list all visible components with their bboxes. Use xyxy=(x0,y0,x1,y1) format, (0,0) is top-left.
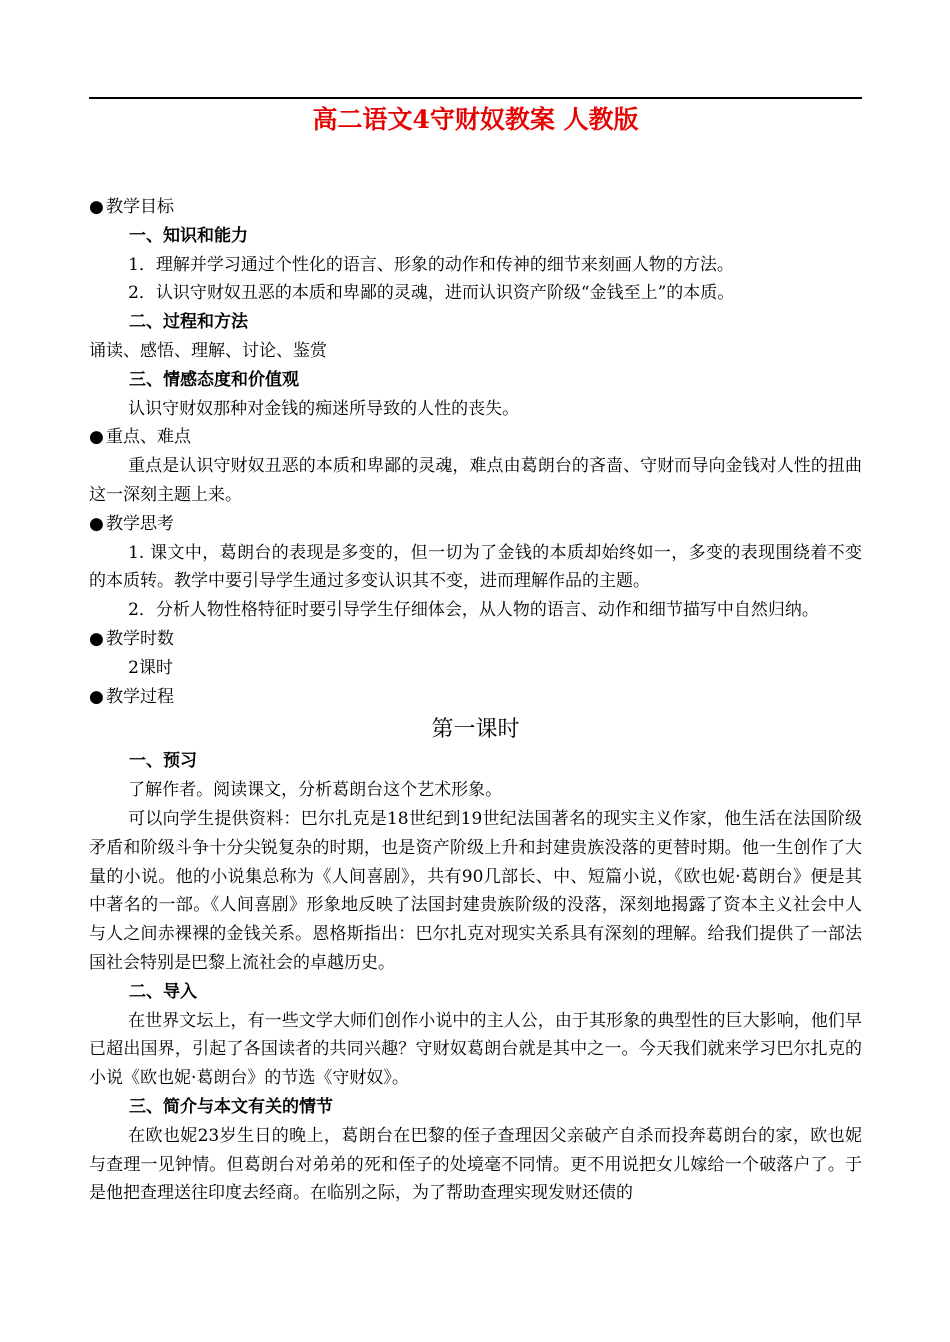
preview-material-text: 可以向学生提供资料：巴尔扎克是18世纪到19世纪法国著名的现实主义作家，他生活在法国阶级矛盾和阶级斗争十分尖锐复杂的时期，也是资产阶级上升和封建贵族没落的更替时期。他一生创作了大量的小说。他的小说集总称为《人间喜剧》，共有90几部长、中、短篇小说，《欧也妮·葛朗台》便是其中著名的一部。《人间喜剧》形象地反映了法国封建贵族阶级的没落，深刻地揭露了资本主义社会中人与人之间赤裸裸的金钱关系。恩格斯指出：巴尔扎克对现实关系具有深刻的理解。给我们提供了一部法国社会特别是巴黎上流社会的卓越历史。 xyxy=(89,808,862,973)
subheading-plot: 三、简介与本文有关的情节 xyxy=(129,1096,333,1117)
bullet-icon: ● xyxy=(89,427,104,448)
header-rule xyxy=(89,97,862,99)
plot-text: 在欧也妮23岁生日的晚上，葛朗台在巴黎的侄子查理因父亲破产自杀而投奔葛朗台的家，欧也妮与查理一见钟情。但葛朗台对弟弟的死和侄子的处境毫不同情。更不用说把女儿嫁给一个破落户了。于是他把查理送往印度去经商。在临别之际，为了帮助查理实现发财还债的 xyxy=(89,1125,862,1204)
lesson-title: 第一课时 xyxy=(431,717,520,743)
section-heading-hours: ● 教学时数 xyxy=(89,625,862,654)
intro-text: 在世界文坛上，有一些文学大师们创作小说中的主人公，由于其形象的典型性的巨大影响，他们早已超出国界，引起了各国读者的共同兴趣？守财奴葛朗台就是其中之一。今天我们就来学习巴尔扎克的小说《欧也妮·葛朗台》的节选《守财奴》。 xyxy=(89,1010,862,1089)
goal-item-1: 1．理解并学习通过个性化的语言、形象的动作和传神的细节来刻画人物的方法。 xyxy=(128,254,734,275)
section-heading-goals: ● 教学目标 xyxy=(89,193,862,222)
subheading-process: 二、过程和方法 xyxy=(129,312,248,333)
emotion-text: 认识守财奴那种对金钱的痴迷所导致的人性的丧失。 xyxy=(128,398,520,419)
bullet-icon: ● xyxy=(89,197,104,217)
subheading-preview: 一、预习 xyxy=(129,751,197,772)
process-methods-text: 诵读、感悟、理解、讨论、鉴赏 xyxy=(89,340,327,361)
bullet-icon: ● xyxy=(89,628,104,649)
subheading-intro: 二、导入 xyxy=(129,981,197,1002)
bullet-icon: ● xyxy=(89,513,104,534)
key-points-text: 重点是认识守财奴丑恶的本质和卑鄙的灵魂，难点由葛朗台的吝啬、守财而导向金钱对人性的扭曲这一深刻主题上来。 xyxy=(89,456,862,505)
subheading-emotion: 三、情感态度和价值观 xyxy=(129,369,299,390)
document-title: 高二语文4守财奴教案 人教版 xyxy=(312,105,639,134)
document-body xyxy=(89,193,862,1208)
hours-text: 2课时 xyxy=(128,657,173,678)
thinking-item-2: 2．分析人物性格特征时要引导学生仔细体会，从人物的语言、动作和细节描写中自然归纳。 xyxy=(128,600,819,621)
subheading-knowledge: 一、知识和能力 xyxy=(129,225,248,246)
section-heading-key-points: ● 重点、难点 xyxy=(89,423,862,452)
preview-task-text: 了解作者。阅读课文，分析葛朗台这个艺术形象。 xyxy=(128,780,503,801)
bullet-icon: ● xyxy=(89,686,104,707)
goal-item-2: 2．认识守财奴丑恶的本质和卑鄙的灵魂，进而认识资产阶级“金钱至上”的本质。 xyxy=(128,283,735,304)
section-heading-thinking: ● 教学思考 xyxy=(89,510,862,539)
section-heading-process: ● 教学过程 xyxy=(89,683,862,712)
thinking-item-1: 1. 课文中，葛朗台的表现是多变的，但一切为了金钱的本质却始终如一，多变的表现围绕着不变的本质转。教学中要引导学生通过多变认识其不变，进而理解作品的主题。 xyxy=(89,542,862,592)
